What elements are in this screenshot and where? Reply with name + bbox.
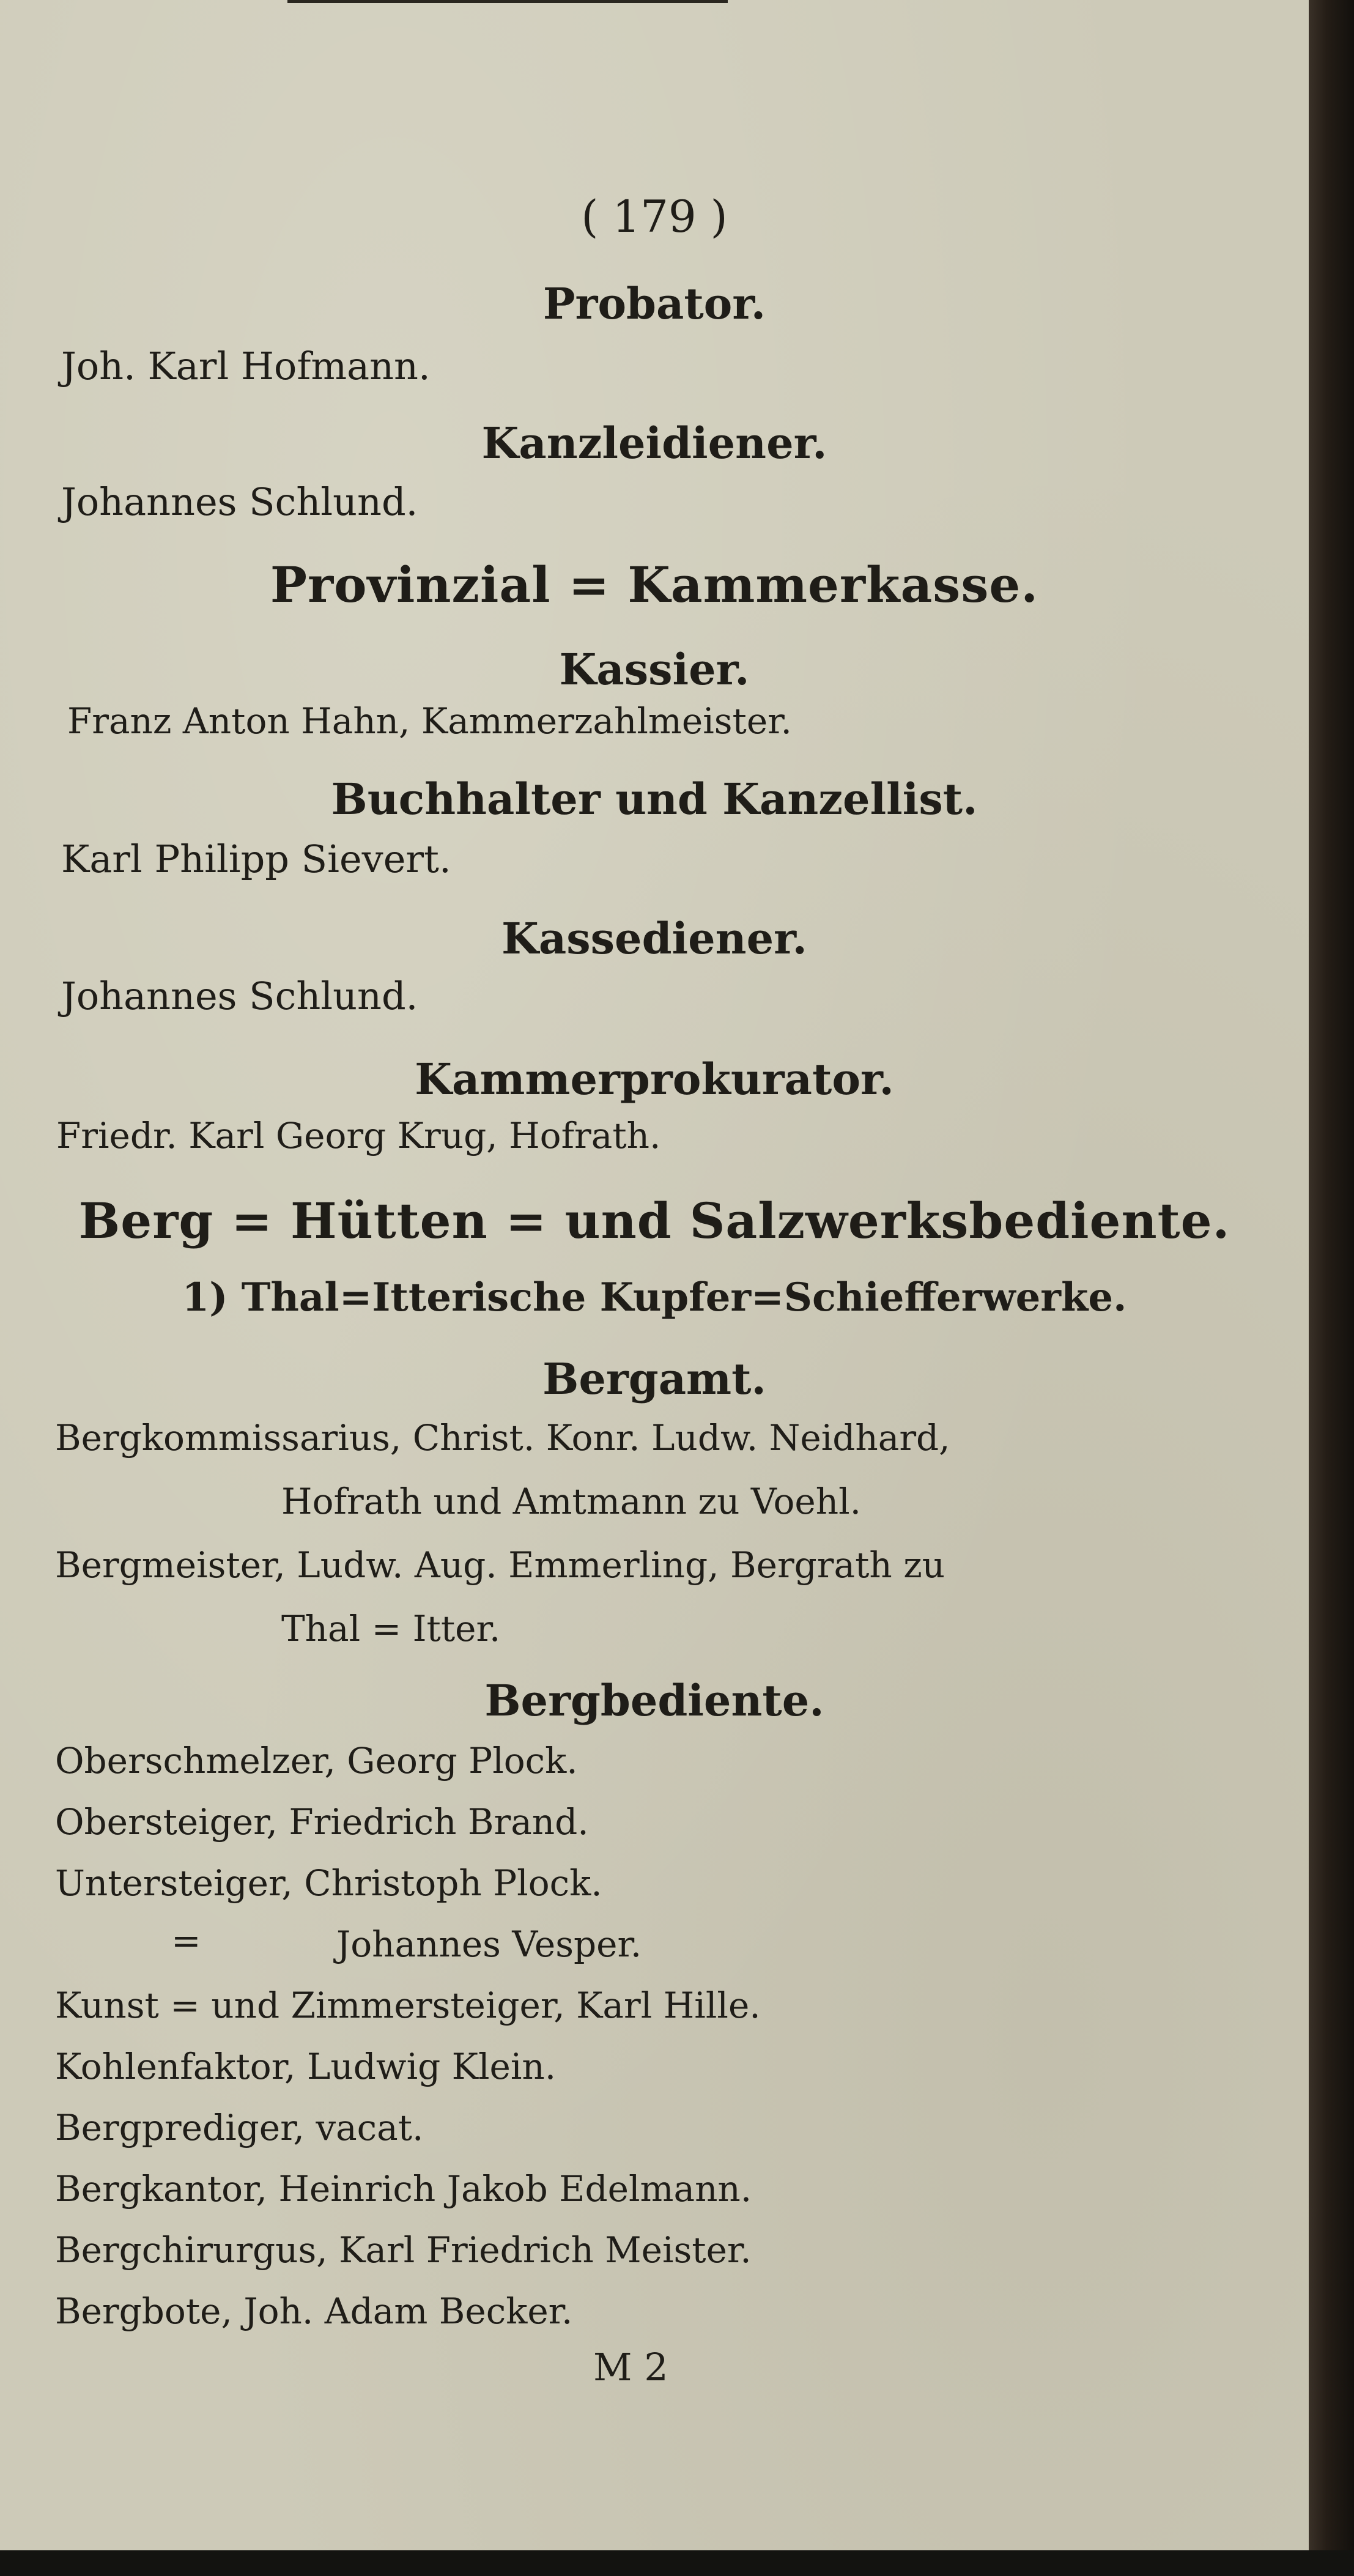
list-item: Untersteiger, Christoph Plock. — [55, 1862, 602, 1904]
list-item: Bergbote, Joh. Adam Becker. — [55, 2290, 573, 2332]
heading-buchhalter: Buchhalter und Kanzellist. — [331, 774, 978, 824]
heading-kammerprokurator: Kammerprokurator. — [415, 1054, 894, 1105]
list-item: Bergkantor, Heinrich Jakob Edelmann. — [55, 2168, 752, 2210]
heading-kassediener: Kassediener. — [501, 913, 807, 964]
ditto-mark: = — [171, 1920, 201, 1961]
heading-bergamt: Bergamt. — [542, 1353, 766, 1404]
heading-kassier: Kassier. — [559, 644, 750, 695]
entry-kassediener: Johannes Schlund. — [61, 974, 418, 1018]
heading-kanzleidiener: Kanzleidiener. — [481, 418, 827, 468]
bottom-shadow-edge — [0, 2550, 1354, 2576]
heading-berg-huetten-salzwerk: Berg = Hütten = und Salzwerksbediente. — [78, 1192, 1230, 1249]
entry-probator: Joh. Karl Hofmann. — [61, 344, 431, 388]
list-item: Bergprediger, vacat. — [55, 2107, 424, 2149]
entry-kassier: Franz Anton Hahn, Kammerzahlmeister. — [67, 700, 792, 742]
catchword: M 2 — [593, 2345, 668, 2389]
list-item: Johannes Vesper. — [336, 1923, 642, 1965]
list-item: Obersteiger, Friedrich Brand. — [55, 1801, 589, 1843]
page-top-rule — [287, 0, 728, 3]
heading-bergbediente: Bergbediente. — [484, 1675, 824, 1726]
list-item: Kunst = und Zimmersteiger, Karl Hille. — [55, 1985, 761, 2026]
list-item: Kohlenfaktor, Ludwig Klein. — [55, 2046, 557, 2087]
entry-bergkommissarius-line1: Bergkommissarius, Christ. Konr. Ludw. Neidhard, — [55, 1417, 950, 1459]
entry-bergmeister-line2: Thal = Itter. — [281, 1608, 501, 1649]
book-binding-edge — [1309, 0, 1354, 2576]
entry-kanzleidiener: Johannes Schlund. — [61, 479, 418, 524]
entry-bergkommissarius-line2: Hofrath und Amtmann zu Voehl. — [281, 1481, 862, 1522]
entry-bergmeister-line1: Bergmeister, Ludw. Aug. Emmerling, Bergrath zu — [55, 1544, 945, 1586]
list-item: Bergchirurgus, Karl Friedrich Meister. — [55, 2229, 752, 2271]
subheading-thal-itter: 1) Thal=Itterische Kupfer=Schiefferwerke. — [182, 1275, 1127, 1320]
page-number: ( 179 ) — [581, 191, 728, 242]
list-item: Oberschmelzer, Georg Plock. — [55, 1740, 578, 1782]
entry-buchhalter: Karl Philipp Sievert. — [61, 837, 451, 881]
heading-probator: Probator. — [542, 278, 766, 329]
entry-kammerprokurator: Friedr. Karl Georg Krug, Hofrath. — [56, 1115, 661, 1157]
heading-provinzial-kammerkasse: Provinzial = Kammerkasse. — [270, 556, 1039, 613]
